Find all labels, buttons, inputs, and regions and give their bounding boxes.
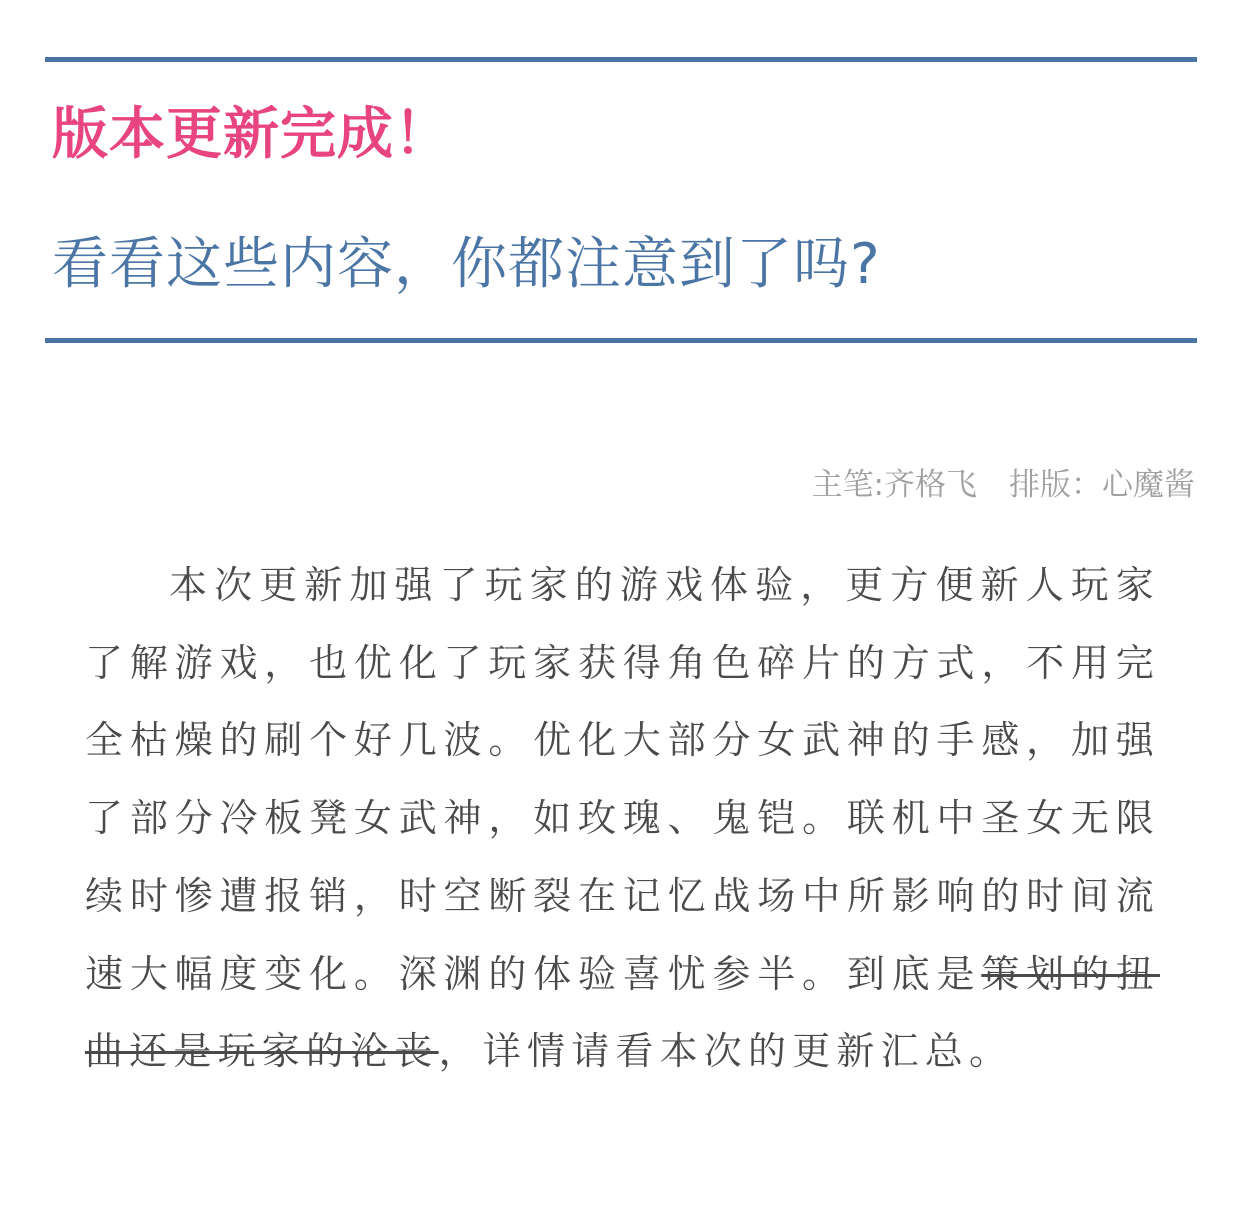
top-divider — [45, 57, 1197, 62]
page-title: 版本更新完成！ — [52, 102, 451, 167]
article-text-part2: ，详情请看本次的更新汇总。 — [438, 1029, 1014, 1074]
article-text-part1: 本次更新加强了玩家的游戏体验，更方便新人玩家了解游戏，也优化了玩家获得角色碎片的方式，不用完全枯燥的刷个好几波。优化大部分女武神的手感，加强了部分冷板凳女武神，如玫瑰、鬼铠。联机中圣女无限续时惨遭报销，时空断裂在记忆战场中所影响的时间流速大幅度变化。深渊的体验喜忧参半。到底是 — [85, 563, 1160, 996]
layout-credit: 排版：心魔酱 — [1009, 467, 1195, 503]
article-paragraph — [85, 547, 1160, 1091]
page-subtitle: 看看这些内容，你都注意到了吗? — [52, 232, 881, 297]
bottom-divider — [45, 338, 1197, 343]
article-strikethrough-text: 策划的扭曲还是玩家的沦丧 — [85, 951, 1160, 1074]
credits-line — [812, 462, 1195, 508]
author-credit: 主笔:齐格飞 — [811, 467, 977, 503]
